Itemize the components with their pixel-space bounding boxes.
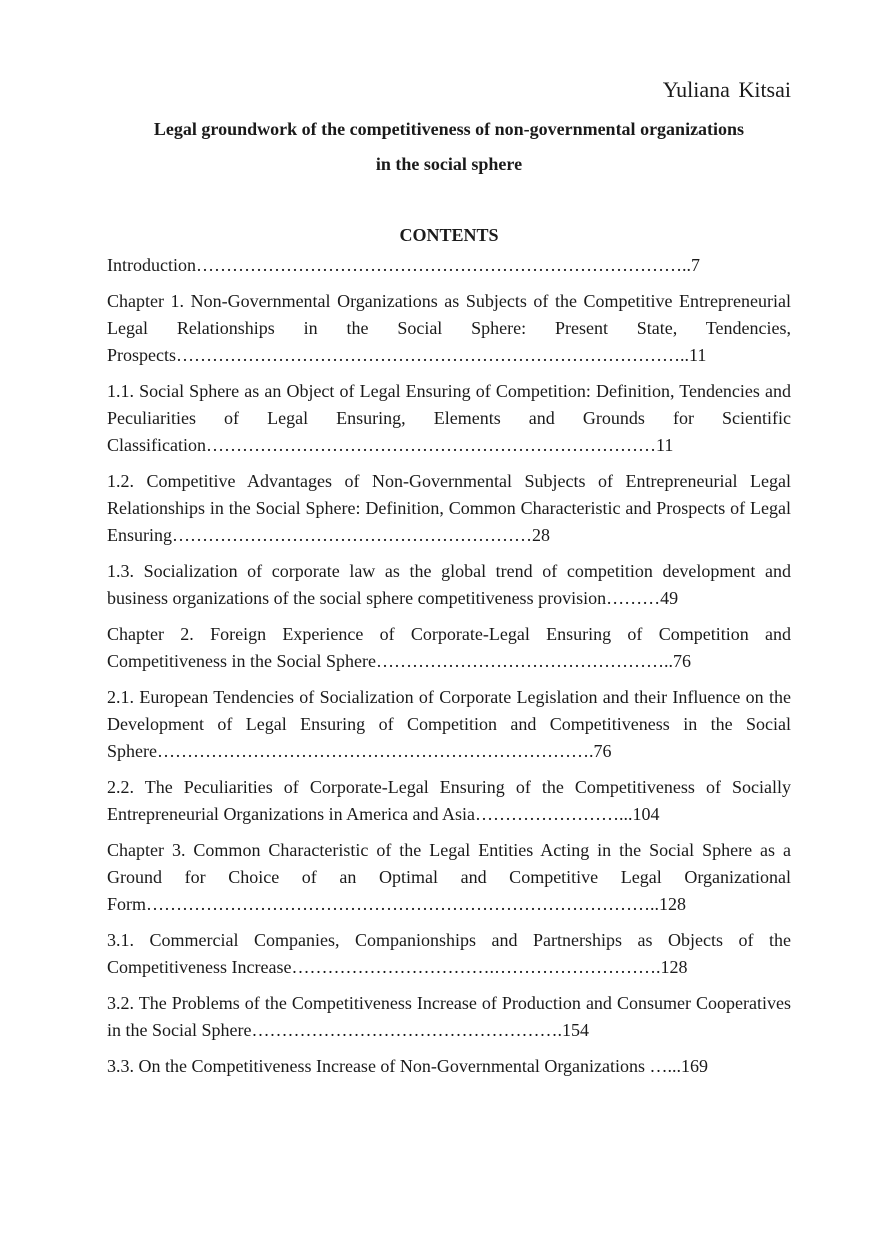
toc-entry-3-1: 3.1. Commercial Companies, Companionships and Partnerships as Objects of the Competitiveness Increase…………………………….……………………….128	[107, 930, 791, 977]
contents-heading: CONTENTS	[399, 225, 499, 245]
toc-entry-chapter-1: Chapter 1. Non-Governmental Organizations as Subjects of the Competitive Entrepreneurial Legal Relationships in the Social Sphere: Present State, Tendencies, Prospects…………………………………………………………………………..11	[107, 291, 791, 365]
toc-entry-chapter-3: Chapter 3. Common Characteristic of the Legal Entities Acting in the Social Sphere as a Ground for Choice of an Optimal and Competitive Legal Organizational Form…………………………………………………………………………..128	[107, 840, 791, 914]
title-line-2: in the social sphere	[375, 154, 523, 174]
toc-entry-3-2: 3.2. The Problems of the Competitiveness Increase of Production and Consumer Cooperatives in the Social Sphere…………………………………………….154	[107, 993, 791, 1040]
toc-entry-1-2: 1.2. Competitive Advantages of Non-Governmental Subjects of Entrepreneurial Legal Relationships in the Social Sphere: Definition, Common Characteristic and Prospects of Legal Ensuring……………………………………………………28	[107, 471, 791, 545]
table-of-contents	[107, 252, 791, 1080]
toc-entry-introduction: Introduction………………………………………………………………………..7	[107, 255, 700, 275]
author-name: Yuliana Kitsai	[662, 77, 791, 102]
toc-entry-3-3: 3.3. On the Competitiveness Increase of Non-Governmental Organizations …...169	[107, 1056, 709, 1076]
toc-entry-1-3: 1.3. Socialization of corporate law as the global trend of competition development and business organizations of the social sphere competitiveness provision………49	[107, 561, 791, 608]
document-page	[107, 74, 791, 1089]
title-line-1: Legal groundwork of the competitiveness of non-governmental organizations	[153, 119, 745, 139]
toc-entry-2-1: 2.1. European Tendencies of Socialization of Corporate Legislation and their Influence on the Development of Legal Ensuring of Competition and Competitiveness in the Social Sphere……………………………………………………………….76	[107, 687, 791, 761]
toc-entry-chapter-2: Chapter 2. Foreign Experience of Corporate-Legal Ensuring of Competition and Competitiveness in the Social Sphere…………………………………………..76	[107, 624, 791, 671]
toc-entry-2-2: 2.2. The Peculiarities of Corporate-Legal Ensuring of the Competitiveness of Socially Entrepreneurial Organizations in America and Asia……………………...104	[107, 777, 791, 824]
toc-entry-1-1: 1.1. Social Sphere as an Object of Legal Ensuring of Competition: Definition, Tendencies and Peculiarities of Legal Ensuring, Elements and Grounds for Scientific Classification…………………………………………………………………11	[107, 381, 791, 455]
